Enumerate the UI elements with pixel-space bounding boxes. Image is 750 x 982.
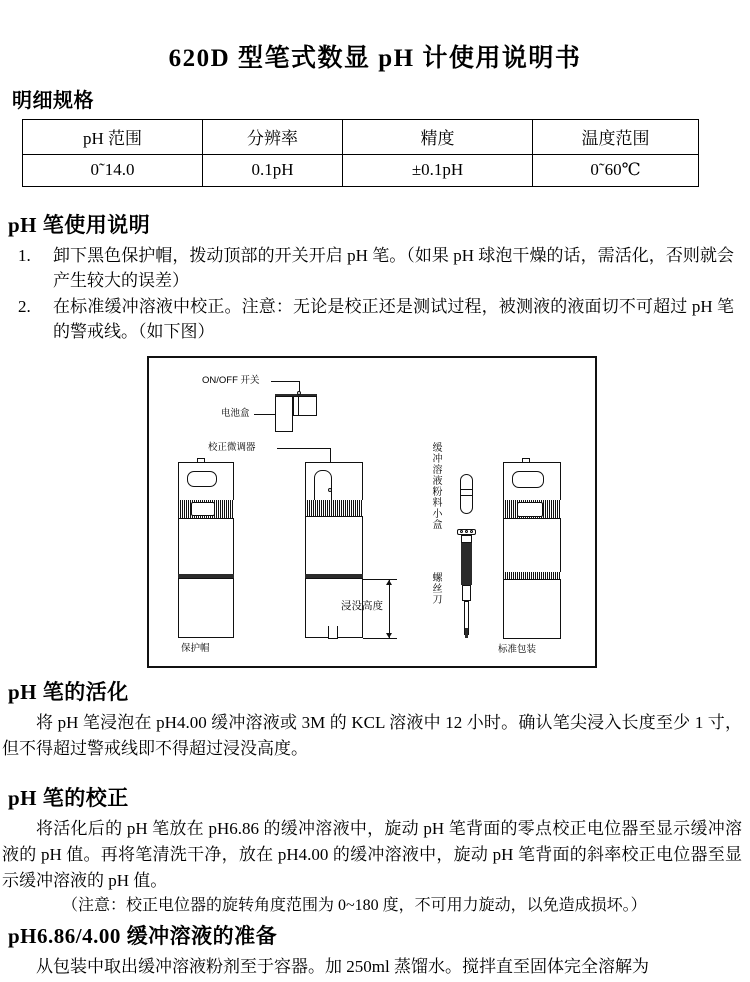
dimension-arrow-down-icon (386, 633, 392, 638)
spec-section-heading: 明细规格 (12, 90, 94, 112)
protective-cap-label: 保护帽 (181, 643, 210, 654)
table-cell: 0˜60℃ (533, 155, 699, 187)
table-header-cell: pH 范围 (23, 120, 203, 155)
table-row (23, 155, 699, 187)
buffer-powder-sachet (460, 474, 473, 514)
switch-divider (298, 396, 299, 416)
leader-line (254, 414, 276, 415)
table-cell: 0.1pH (203, 155, 343, 187)
spec-table-wrapper (22, 119, 698, 187)
screwdriver-cap-dot-icon (460, 530, 463, 533)
screwdriver-label: 螺丝刀 (430, 572, 441, 605)
screwdriver-tip (465, 628, 468, 638)
screwdriver-handle (461, 543, 472, 585)
calibration-section-heading: pH 笔的校正 (8, 786, 129, 810)
screwdriver-cap-dot-icon (465, 530, 468, 533)
leader-line (277, 448, 330, 449)
dimension-tick (363, 638, 397, 639)
dimension-line (389, 580, 390, 638)
calibration-section-note: （注意：校正电位器的旋转角度范围为 0~180 度，不可用力旋动，以免造成损坏。） (62, 897, 647, 914)
dimension-arrow-up-icon (386, 580, 392, 585)
right-pen-display (512, 471, 544, 488)
middle-pen-body (305, 516, 363, 576)
screwdriver-ferrule (462, 585, 471, 601)
right-pen-protective-cap (503, 579, 561, 639)
buffer-powder-box-label: 缓冲溶液粉料小盒 (430, 442, 441, 530)
ph-pen-diagram (147, 356, 597, 668)
left-pen-body (178, 518, 234, 576)
list-item-number: 1. (18, 246, 31, 265)
right-pen-switch-nub (522, 458, 530, 463)
sachet-divider (460, 489, 473, 490)
buffer-prep-section-heading: pH6.86/4.00 缓冲溶液的准备 (8, 924, 278, 948)
list-item-text: 在标准缓冲溶液中校正。注意：无论是校正还是测试过程，被测液的液面切不可超过 pH 笔的警戒线。（如下图） (53, 297, 734, 341)
usage-steps-block (8, 243, 740, 344)
table-header-row (23, 120, 699, 155)
diagram-canvas (149, 358, 595, 666)
page-title: 620D 型笔式数显 pH 计使用说明书 (168, 45, 582, 72)
left-pen-label-plate (191, 502, 215, 516)
screwdriver-collar (461, 535, 472, 543)
calibration-trimmer-label: 校正微调器 (208, 442, 256, 453)
table-header-cell: 精度 (343, 120, 533, 155)
calibration-section-body: 将活化后的 pH 笔放在 pH6.86 的缓冲溶液中，旋动 pH 笔背面的零点校正电位器至显示缓冲溶液的 pH 值。再将笔清洗干净，放在 pH4.00 的缓冲溶液中，旋动 pH 笔背面的斜率校正电位器至显示缓冲溶液的 pH 值。 (2, 819, 742, 890)
right-pen-body (503, 518, 561, 576)
table-cell: ±0.1pH (343, 155, 533, 187)
activation-section-heading: pH 笔的活化 (8, 680, 129, 704)
table-header-cell: 分辨率 (203, 120, 343, 155)
buffer-prep-section-body: 从包装中取出缓冲溶液粉剂至于容器。加 250ml 蒸馏水。搅拌直至固体完全溶解为 (36, 957, 649, 976)
usage-step-list (8, 243, 740, 344)
right-pen-label-plate (517, 502, 543, 517)
activation-section-body: 将 pH 笔浸泡在 pH4.00 缓冲溶液或 3M 的 KCL 溶液中 12 小时。确认笔尖浸入长度至少 1 寸，但不得超过警戒线即不得超过浸没高度。 (2, 713, 742, 758)
sachet-divider (460, 495, 473, 496)
middle-pen-grip-band (305, 500, 363, 516)
immersion-height-label: 浸没高度 (341, 600, 383, 612)
standard-package-label: 标准包装 (498, 644, 537, 655)
switch-housing (293, 396, 317, 416)
table-header-cell: 温度范围 (533, 120, 699, 155)
specification-table (22, 119, 699, 187)
left-pen-protective-cap (178, 578, 234, 638)
trimmer-screw-icon (328, 488, 332, 492)
switch-knob-icon (297, 391, 301, 395)
battery-box-label: 电池盒 (221, 408, 250, 419)
list-item-number: 2. (18, 297, 31, 316)
usage-section-heading: pH 笔使用说明 (8, 213, 151, 237)
leader-line (271, 381, 299, 382)
list-item (8, 294, 740, 344)
on-off-switch-label: ON/OFF 开关 (202, 375, 260, 386)
table-cell: 0˜14.0 (23, 155, 203, 187)
left-pen-switch-nub (197, 458, 205, 463)
list-item (8, 243, 740, 293)
list-item-text: 卸下黑色保护帽，拨动顶部的开关开启 pH 笔。（如果 pH 球泡干燥的话，需活化，否则就会产生较大的误差） (53, 246, 734, 290)
middle-pen-probe-notch (328, 626, 338, 639)
screwdriver-cap-dot-icon (470, 530, 473, 533)
left-pen-display (187, 471, 217, 487)
battery-box-body (275, 396, 293, 432)
